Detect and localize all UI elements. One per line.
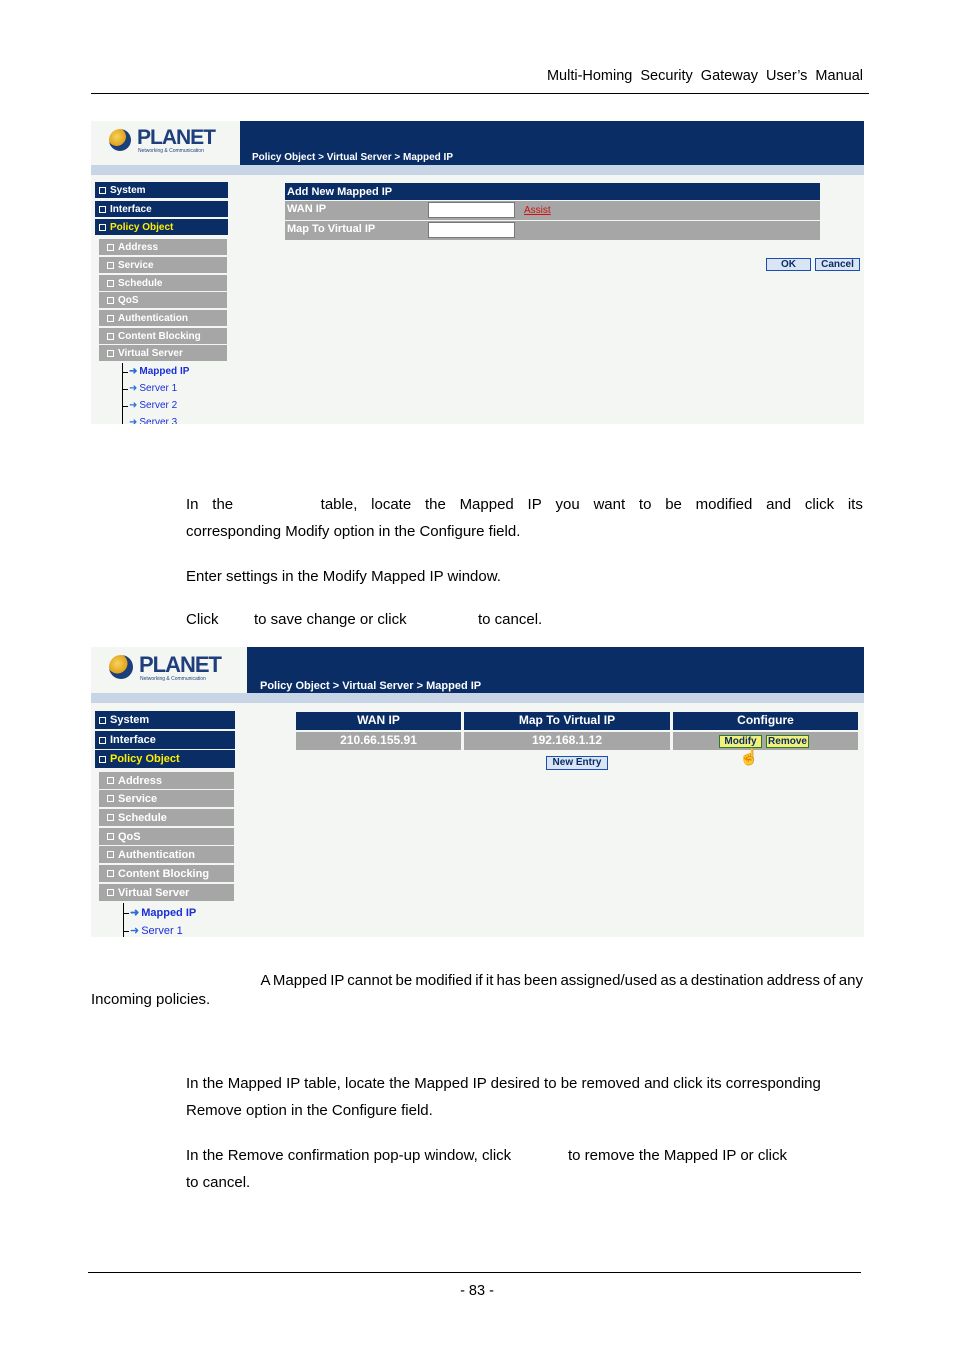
divider-band [91,165,864,175]
menu-address[interactable] [99,239,227,255]
wan-ip-label: WAN IP [287,203,327,215]
menu-service[interactable] [99,790,234,807]
arrow-right-icon: ➜ [129,417,138,424]
arrow-right-icon: ➜ [130,925,140,937]
logo-subtitle: Networking & Communication [138,148,204,154]
planet-logo [109,652,239,682]
header-rule [91,93,869,94]
menu-label: QoS [118,830,141,843]
expand-icon [107,244,114,251]
word: want [593,496,626,513]
remove-step-1-line-2: Remove option in the Configure field. [186,1102,433,1119]
planet-globe-icon [109,129,131,151]
menu-label: QoS [118,294,139,306]
word: its [847,496,863,513]
tree-label: Mapped IP [141,907,197,919]
menu-label: Schedule [118,277,163,289]
tree-label: Mapped IP [139,366,190,377]
menu-label: Address [118,774,163,787]
tree-item-mapped-ip[interactable] [129,366,189,377]
breadcrumb: Policy Object > Virtual Server > Mapped IP [260,680,482,692]
menu-address[interactable] [99,772,234,789]
assist-link[interactable]: Assist [524,205,551,216]
menu-label: Service [118,792,158,805]
ok-button[interactable]: OK [766,258,811,271]
planet-globe-icon [109,655,133,679]
menu-policy-object[interactable] [95,750,235,768]
menu-label: Content Blocking [118,330,201,342]
menu-interface[interactable] [95,731,235,749]
tree-item-server-3[interactable] [129,417,177,424]
tree-branch [123,931,129,932]
virtual-ip-input[interactable] [428,222,515,238]
breadcrumb: Policy Object > Virtual Server > Mapped IP [252,152,454,163]
collapse-icon [99,224,106,231]
word: be [665,496,682,513]
expand-icon [107,333,114,340]
expand-icon [107,870,114,877]
menu-authentication[interactable] [99,310,227,326]
column-header-virtual-ip: Map To Virtual IP [464,712,670,730]
collapse-icon [99,756,106,763]
word: locate [371,496,412,513]
cell-virtual-ip: 192.168.1.12 [464,732,670,750]
modify-button[interactable]: Modify [719,735,762,748]
menu-label: Address [118,241,159,253]
modify-step-3-cancel: to cancel. [478,611,543,628]
planet-logo [109,126,239,156]
menu-virtual-server[interactable] [99,345,227,361]
tree-item-server-1[interactable] [129,383,177,394]
expand-icon [107,262,114,269]
note-line-1: A Mapped IP cannot be modified if it has been assigned/used as a destination address of any [260,972,863,989]
remove-step-2-part-1: In the Remove confirmation pop-up window, click [186,1147,512,1164]
word: click [804,496,835,513]
menu-service[interactable] [99,257,227,273]
expand-icon [107,297,114,304]
arrow-right-icon: ➜ [129,366,138,377]
divider-band [91,693,864,703]
menu-label: System [110,714,150,726]
expand-icon [99,206,106,213]
cancel-button[interactable]: Cancel [815,258,860,271]
menu-policy-object[interactable] [95,219,228,235]
new-entry-button[interactable]: New Entry [546,756,608,770]
menu-label: Authentication [118,312,188,324]
expand-icon [107,795,114,802]
column-header-wan-ip: WAN IP [296,712,461,730]
menu-label: Authentication [118,848,195,861]
modify-step-3-save: to save change or click [254,611,407,628]
menu-schedule[interactable] [99,809,234,826]
menu-label: Policy Object [110,753,180,765]
menu-qos[interactable] [99,292,227,308]
word: Mapped [459,496,514,513]
word: modified [695,496,753,513]
tree-branch [122,389,128,390]
page-number: - 83 - [460,1283,494,1299]
expand-icon [99,187,106,194]
modify-step-3-click: Click [186,611,219,628]
collapse-icon [107,889,114,896]
expand-icon [107,851,114,858]
menu-label: System [110,184,146,196]
word: In [186,496,199,513]
word: and [766,496,792,513]
menu-interface[interactable] [95,201,228,217]
tree-branch [122,372,128,373]
remove-step-2-part-2: to remove the Mapped IP or click [568,1147,787,1164]
modify-step-1-line-1 [186,491,863,518]
logo-subtitle: Networking & Communication [140,676,206,682]
map-virtual-ip-label: Map To Virtual IP [287,223,376,235]
tree-item-server-1[interactable] [130,924,183,937]
tree-label: Server 2 [139,400,178,411]
menu-system[interactable] [95,711,235,729]
menu-label: Schedule [118,811,167,824]
menu-content-blocking[interactable] [99,328,227,344]
modify-step-2: Enter settings in the Modify Mapped IP window. [186,568,501,585]
tree-label: Server 1 [141,925,183,937]
form-title: Add New Mapped IP [285,183,820,200]
manual-title: Multi-Homing Security Gateway User’s Manual [546,68,863,84]
tree-branch [122,406,128,407]
menu-qos[interactable] [99,828,234,845]
menu-label: Interface [110,734,156,746]
tree-item-server-2[interactable] [129,400,177,411]
modify-step-1-line-2: corresponding Modify option in the Configure field. [186,523,521,540]
remove-step-2-line-2: to cancel. [186,1174,251,1191]
remove-step-1-line-1: In the Mapped IP table, locate the Mapped IP desired to be removed and click its corresponding [186,1075,821,1092]
expand-icon [107,315,114,322]
menu-system[interactable] [95,182,228,198]
word-gap [247,491,307,518]
expand-icon [107,777,114,784]
menu-label: Content Blocking [118,867,210,880]
word: the [424,496,446,513]
expand-icon [107,814,114,821]
arrow-right-icon: ➜ [129,383,138,394]
tree-item-mapped-ip[interactable] [130,906,196,919]
note-line-2: Incoming policies. [91,991,211,1008]
word: to [638,496,652,513]
arrow-right-icon: ➜ [130,907,140,919]
word: IP [527,496,542,513]
expand-icon [107,833,114,840]
tree-branch [123,913,129,914]
logo-text: PLANET [139,652,221,677]
form-row-wan-ip [285,201,820,220]
menu-authentication[interactable] [99,846,234,863]
expand-icon [99,737,106,744]
menu-label: Policy Object [110,221,174,233]
menu-label: Service [118,259,154,271]
tree-label: Server 1 [139,383,178,394]
word: table, [320,496,358,513]
tree-label: Server 3 [139,417,178,424]
menu-schedule[interactable] [99,275,227,291]
word: the [212,496,234,513]
column-header-configure: Configure [673,712,858,730]
remove-button[interactable]: Remove [766,735,809,748]
screenshot-add-mapped-ip [91,121,864,424]
hand-cursor-icon: ☝ [739,749,759,766]
menu-label: Virtual Server [118,886,190,899]
word: you [555,496,580,513]
menu-virtual-server[interactable] [99,884,234,901]
menu-content-blocking[interactable] [99,865,234,882]
logo-text: PLANET [137,126,215,149]
menu-label: Virtual Server [118,347,183,359]
footer-rule [88,1272,861,1273]
arrow-right-icon: ➜ [129,400,138,411]
screenshot-mapped-ip-table [91,647,864,937]
menu-label: Interface [110,203,152,215]
expand-icon [99,717,106,724]
cell-wan-ip: 210.66.155.91 [296,732,461,750]
expand-icon [107,280,114,287]
collapse-icon [107,350,114,357]
wan-ip-input[interactable] [428,202,515,218]
